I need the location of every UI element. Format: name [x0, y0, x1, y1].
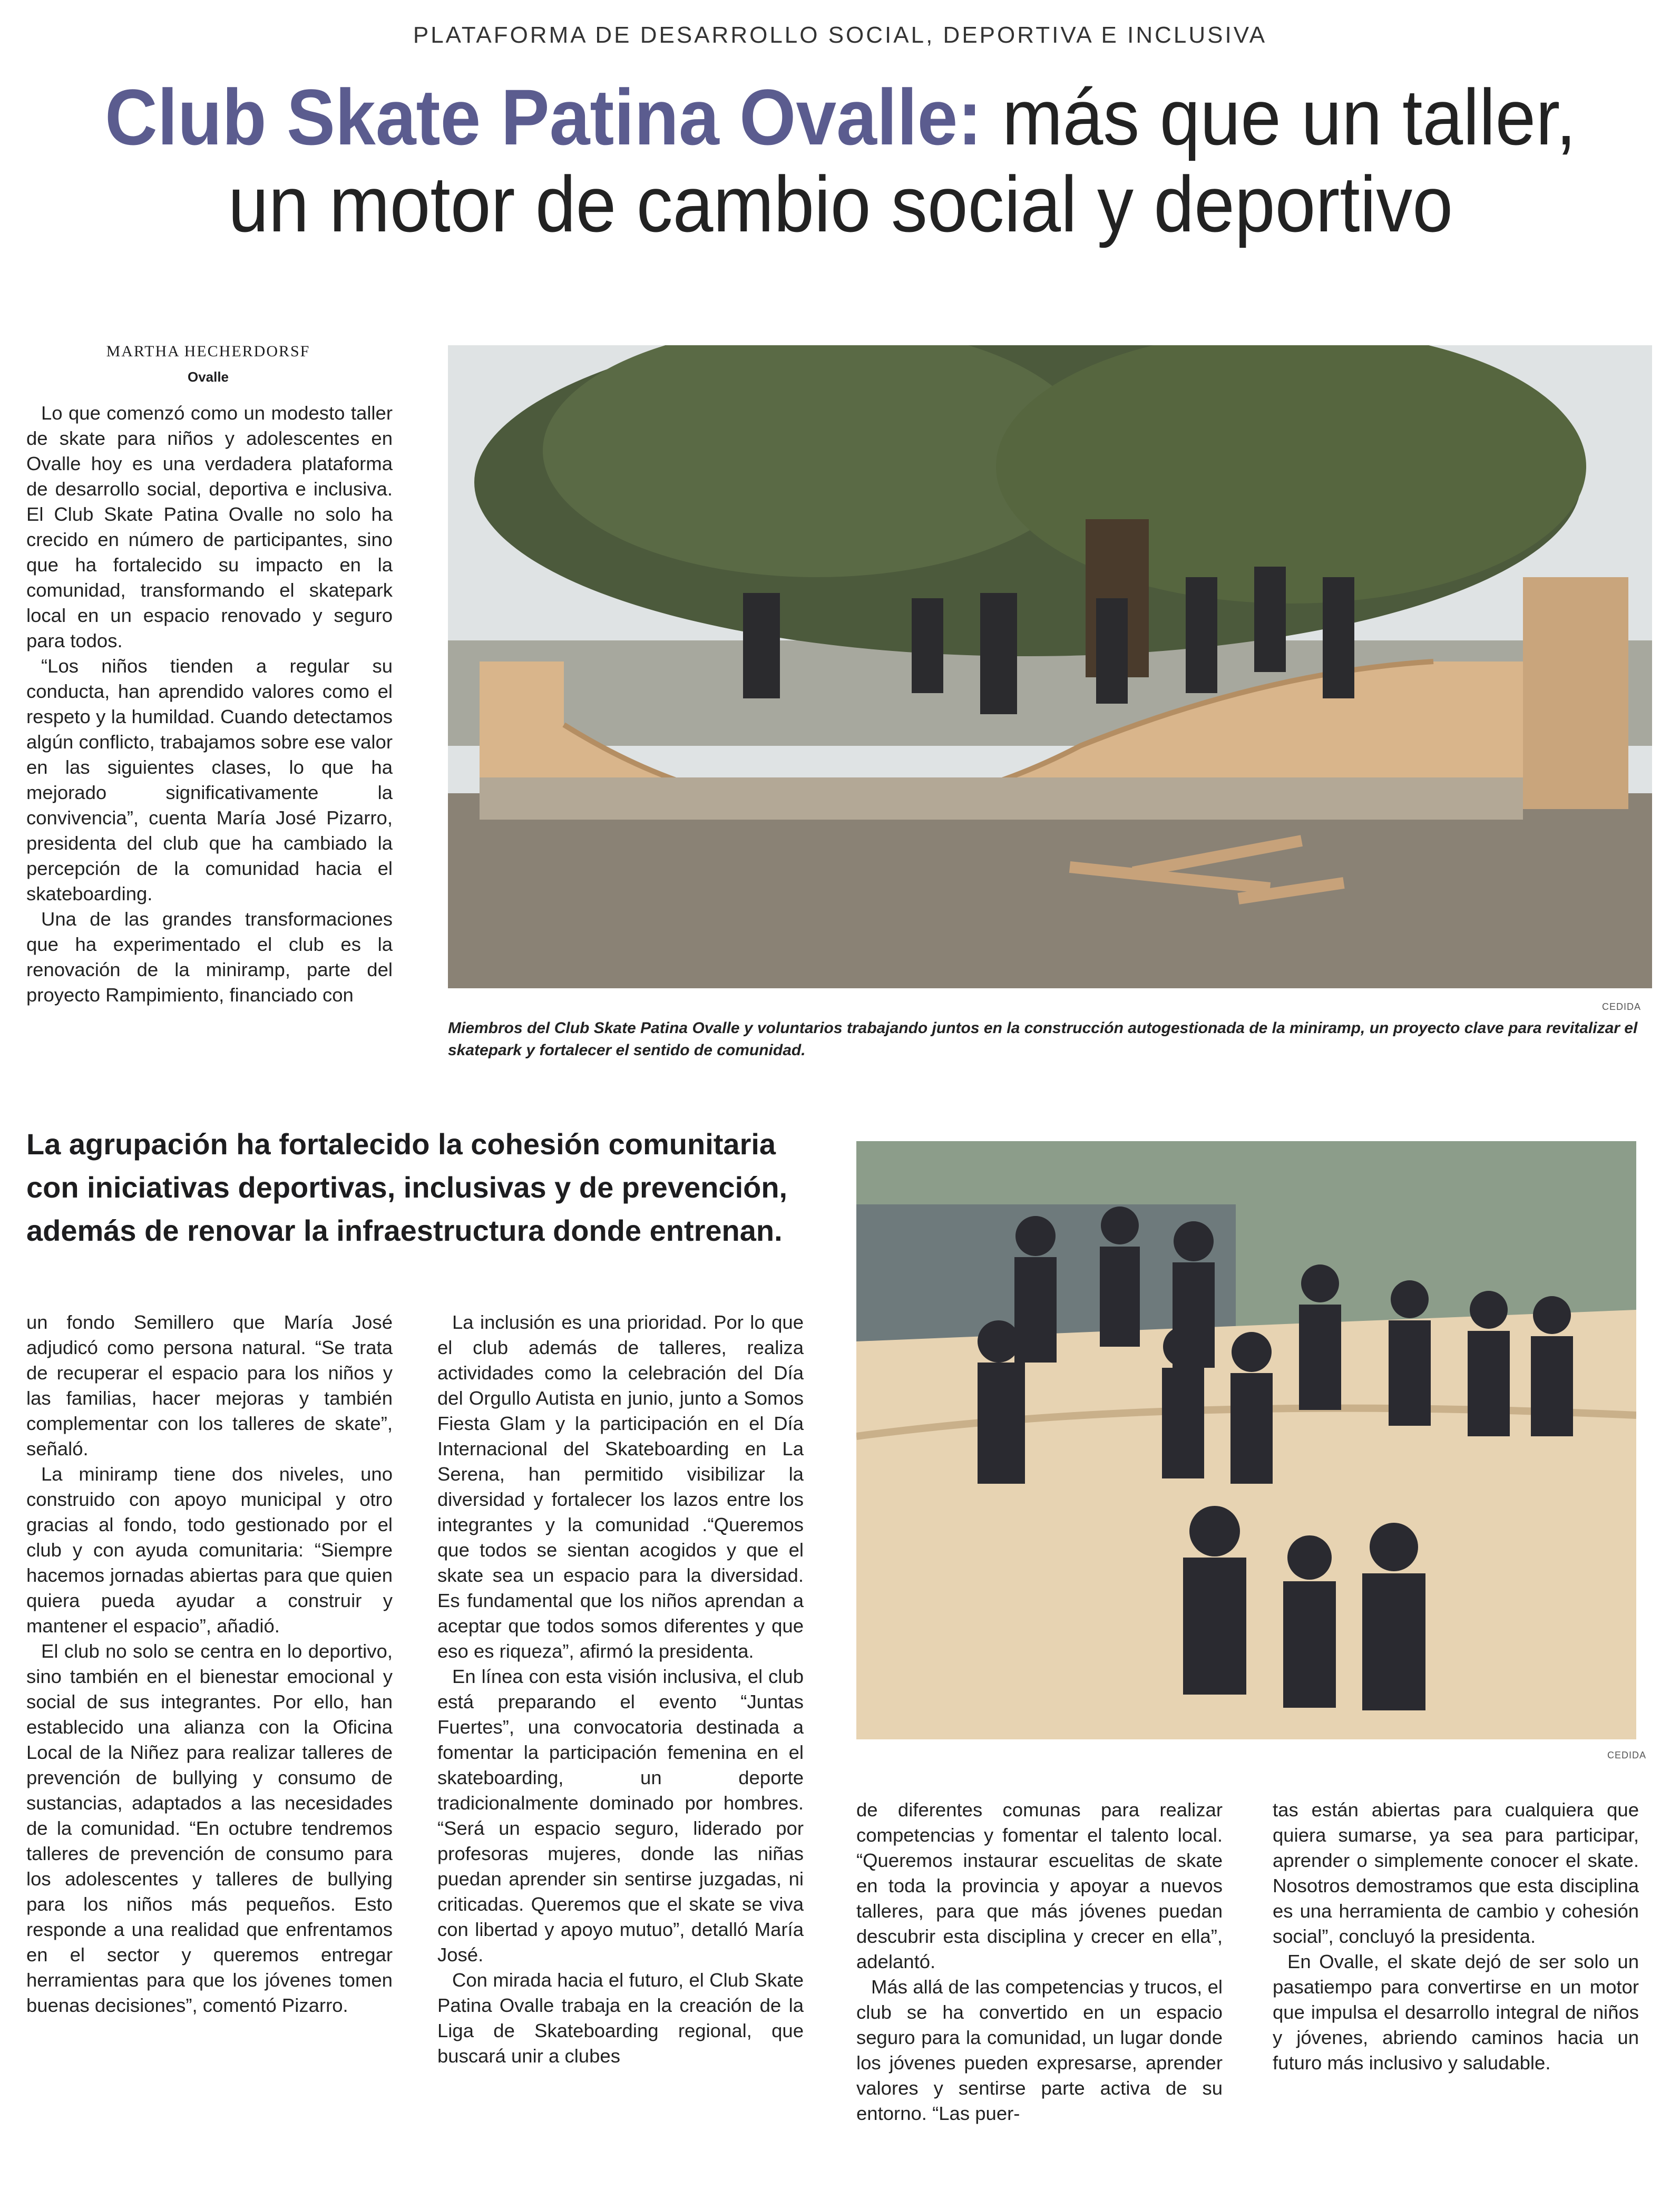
- article-column-1: [26, 401, 393, 1008]
- article-column-4: [856, 1797, 1223, 2126]
- group-photo: [856, 1141, 1636, 1739]
- byline-author: MARTHA HECHERDORSF: [106, 343, 310, 360]
- paragraph: un fondo Semillero que María José adjudicó como persona natural. “Se trata de recuperar el espacio para los niños y las familias, hacer mejoras y también complementar con los talleres de skate”, señaló.: [26, 1311, 393, 1459]
- paragraph: La inclusión es una prioridad. Por lo que el club además de talleres, realiza actividades como la celebración del Día del Orgullo Autista en junio, junto a Somos Fiesta Glam y la participación en el Día Internacional del Skateboarding en La Serena, han permitido visibilizar la diversidad y fortalecer los lazos entre los integrantes y la comunidad .“Queremos que todos se sientan acogidos y que el skate sea un espacio para la diversidad. Es fundamental que los niños aprendan a aceptar que todos somos diferentes y que eso es riqueza”, afirmó la presidenta.: [437, 1311, 804, 1662]
- paragraph: En línea con esta visión inclusiva, el club está preparando el evento “Juntas Fuertes”, una convocatoria destinada a fomentar la participación femenina en el skateboarding, un deporte tradicionalmente dominado por hombres. “Será un espacio seguro, liderado por profesoras mujeres, donde las niñas puedan aprender sin sentirse juzgadas, ni criticadas. Queremos que el skate se viva con libertad y apoyo mutuo”, detalló María José.: [437, 1666, 804, 1966]
- headline: [96, 74, 1585, 248]
- pull-quote: La agrupación ha fortalecido la cohesión comunitaria con iniciativas deportivas, inclusivas y de prevención, además de renovar la infraestructura donde entrenan.: [26, 1127, 788, 1247]
- paragraph: de diferentes comunas para realizar competencias y fomentar el talento local. “Queremos instaurar escuelitas de skate en toda la provincia y apoyar a nuevos talleres, para que más jóvenes puedan descubrir esta disciplina y crecer en ella”, adelantó.: [856, 1799, 1223, 1972]
- article-column-3: [437, 1310, 804, 2069]
- paragraph: Lo que comenzó como un modesto taller de skate para niños y adolescentes en Ovalle hoy es una verdadera plataforma de desarrollo social, deportiva e inclusiva. El Club Skate Patina Ovalle no solo ha crecido en número de participantes, sino que ha fortalecido su impacto en la comunidad, transformando el skatepark local en un espacio renovado y seguro para todos.: [26, 402, 393, 651]
- paragraph: La miniramp tiene dos niveles, uno construido con apoyo municipal y otro gracias al fondo, todo gestionado por el club y con ayuda comunitaria: “Siempre hacemos jornadas abiertas para que quien quiera pueda ayudar a construir y mantener el espacio”, añadió.: [26, 1463, 393, 1637]
- article-column-5: [1273, 1797, 1639, 2076]
- photo1-caption: Miembros del Club Skate Patina Ovalle y voluntarios trabajando juntos en la construcción autogestionada de la miniramp, un proyecto clave para revitalizar el skatepark y fortalecer el sentido de comunidad.: [448, 1019, 1638, 1059]
- photo2-credit: CEDIDA: [1607, 1750, 1647, 1760]
- headline-rest: más que un taller,: [982, 73, 1576, 161]
- main-photo: [448, 345, 1652, 988]
- paragraph: Una de las grandes transformaciones que ha experimentado el club es la renovación de la miniramp, parte del proyecto Rampimiento, financiado con: [26, 908, 393, 1006]
- article-column-2: [26, 1310, 393, 2018]
- paragraph: El club no solo se centra en lo deportivo, sino también en el bienestar emocional y social de sus integrantes. Por ello, han establecido una alianza con la Oficina Local de la Niñez para realizar talleres de prevención de bullying y consumo de sustancias, adaptados a las necesidades de la comunidad. “En octubre tendremos talleres de prevención de consumo para los adolescentes y talleres de bullying para los niños más pequeños. Esto responde a una realidad que enfrentamos en el sector y queremos entregar herramientas para que los jóvenes tomen buenas decisiones”, comentó Pizarro.: [26, 1640, 393, 2016]
- headline-club: Club Skate Patina Ovalle:: [105, 73, 982, 161]
- headline-line2: un motor de cambio social y deportivo: [228, 160, 1453, 248]
- byline-place: Ovalle: [187, 369, 229, 385]
- paragraph: Más allá de las competencias y trucos, el club se ha convertido en un espacio seguro para la comunidad, un lugar donde los jóvenes pueden expresarse, aprender valores y sentirse parte activa de su entorno. “Las puer-: [856, 1976, 1223, 2124]
- paragraph: tas están abiertas para cualquiera que quiera sumarse, ya sea para participar, aprender o simplemente conocer el skate. Nosotros demostramos que esta disciplina es una herramienta de cambio y cohesión social”, concluyó la presidenta.: [1273, 1799, 1639, 1947]
- paragraph: En Ovalle, el skate dejó de ser solo un pasatiempo para convertirse en un motor que impulsa el desarrollo integral de niños y jóvenes, abriendo caminos hacia un futuro más inclusivo y saludable.: [1273, 1951, 1639, 2074]
- paragraph: Con mirada hacia el futuro, el Club Skate Patina Ovalle trabaja en la creación de la Liga de Skateboarding regional, que buscará unir a clubes: [437, 1969, 804, 2067]
- group-on-ramp-image: [856, 1141, 1636, 1739]
- section-kicker: PLATAFORMA DE DESARROLLO SOCIAL, DEPORTIVA E INCLUSIVA: [413, 22, 1267, 48]
- paragraph: “Los niños tienden a regular su conducta, han aprendido valores como el respeto y la humildad. Cuando detectamos algún conflicto, trabajamos sobre ese valor en las siguientes clases, lo que ha mejorado significativamente la convivencia”, cuenta María José Pizarro, presidenta del club que ha cambiado la percepción de la comunidad hacia el skateboarding.: [26, 655, 393, 904]
- photo1-credit: CEDIDA: [1602, 1001, 1642, 1012]
- miniramp-construction-image: [448, 345, 1652, 988]
